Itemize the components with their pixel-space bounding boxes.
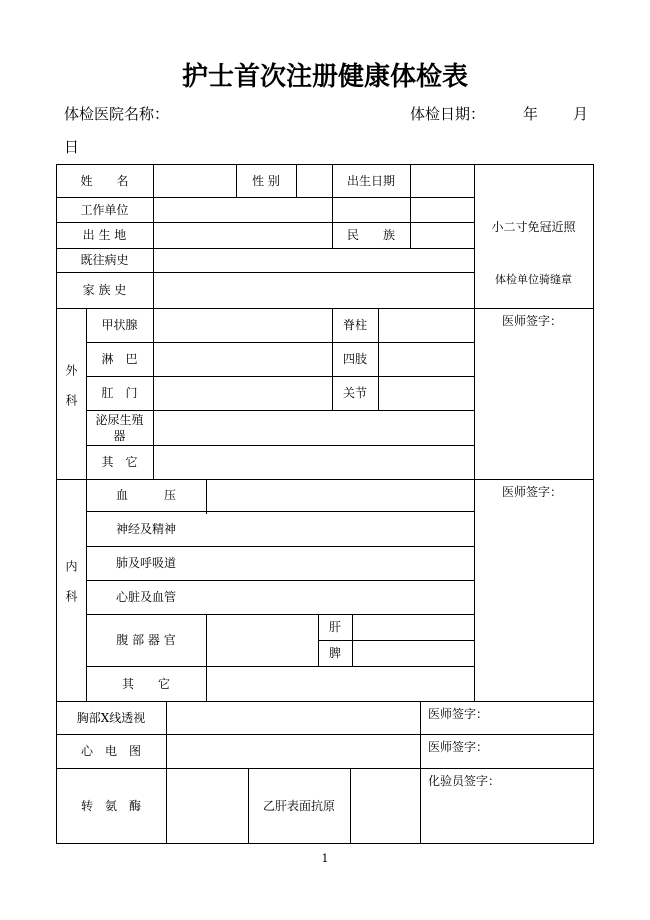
surgery-other-label: 其 它 [101,455,138,469]
neuro-label: 神经及精神 [115,521,176,536]
heart-label: 心脏及血管 [115,590,176,604]
spine-field[interactable] [378,308,474,342]
ecg-label: 心 电 图 [80,744,141,758]
neuro-field[interactable] [206,511,474,546]
lung-field[interactable] [206,546,474,580]
sex-field[interactable] [296,164,332,197]
spleen-label: 脾 [328,646,341,660]
exam-date-label: 体检日期： [410,105,486,123]
past-history-label: 既往病史 [80,253,129,267]
xray-label: 胸部X线透视 [76,710,146,725]
work-unit-label: 工作单位 [80,202,129,217]
internal-section-cell [56,479,86,701]
date-month: 月 [573,105,589,123]
xray-doctor-sign[interactable]: 医师签字： [428,707,489,721]
page-number: 1 [321,852,329,865]
ethnicity-label: 民 族 [346,228,395,242]
page-title: 护士首次注册健康体检表 [181,62,468,92]
urogenital-label: 泌尿生殖器 [95,412,144,443]
blood-pressure-field[interactable] [206,479,474,511]
internal-section-label: 内科 [64,560,78,620]
surgery-other-field[interactable] [153,445,474,479]
surgery-doctor-sign[interactable]: 医师签字： [502,314,563,328]
alt-label: 转 氨 酶 [80,798,141,813]
limbs-label: 四肢 [342,352,367,366]
ethnicity-field[interactable] [410,222,474,248]
thyroid-field[interactable] [153,308,332,342]
photo-note: 小二寸免冠近照 [491,220,576,234]
hbsag-label: 乙肝表面抗原 [262,798,335,813]
internal-other-label: 其 它 [121,676,170,691]
date-year: 年 [523,105,539,123]
limbs-field[interactable] [378,342,474,376]
joints-field[interactable] [378,376,474,410]
internal-other-field[interactable] [206,666,474,701]
birth-date-field[interactable] [410,164,474,197]
name-label: 姓 名 [80,173,129,188]
lung-label: 肺及呼吸道 [115,556,176,570]
liver-label: 肝 [328,620,341,634]
birthplace-field[interactable] [153,222,332,248]
past-history-field[interactable] [153,248,474,272]
work-unit-field[interactable] [153,197,332,222]
sex-label: 性 别 [252,173,280,188]
birthplace-label: 出 生 地 [82,228,127,242]
blood-pressure-label: 血 压 [115,488,176,502]
abdomen-label: 腹 部 器 官 [116,633,176,647]
anus-label: 肛 门 [101,386,138,400]
lymph-label: 淋 巴 [101,352,138,366]
joints-label: 关节 [342,386,367,400]
lab-tech-sign[interactable]: 化验员签字： [428,774,501,788]
abdomen-field[interactable] [206,614,318,666]
heart-field[interactable] [206,580,474,614]
family-history-label: 家 族 史 [82,283,127,297]
internal-doctor-sign[interactable]: 医师签字： [502,485,563,499]
date-day: 日 [64,138,80,156]
surgery-section-cell [56,308,86,479]
alt-field[interactable] [166,768,248,843]
hbsag-field[interactable] [350,768,420,843]
spleen-field[interactable] [352,640,474,666]
birth-date-label: 出生日期 [346,173,395,188]
xray-field[interactable] [166,701,420,734]
name-field[interactable] [153,164,236,197]
lymph-field[interactable] [153,342,332,376]
ecg-doctor-sign[interactable]: 医师签字： [428,740,489,754]
urogenital-field[interactable] [153,410,474,445]
family-history-field[interactable] [153,272,474,308]
liver-field[interactable] [352,614,474,640]
anus-field[interactable] [153,376,332,410]
seal-note: 体检单位骑缝章 [495,273,572,286]
surgery-section-label: 外科 [64,363,78,424]
spine-label: 脊柱 [342,318,367,332]
hospital-name-label: 体检医院名称： [64,105,170,123]
thyroid-label: 甲状腺 [101,318,138,332]
ecg-field[interactable] [166,734,420,768]
